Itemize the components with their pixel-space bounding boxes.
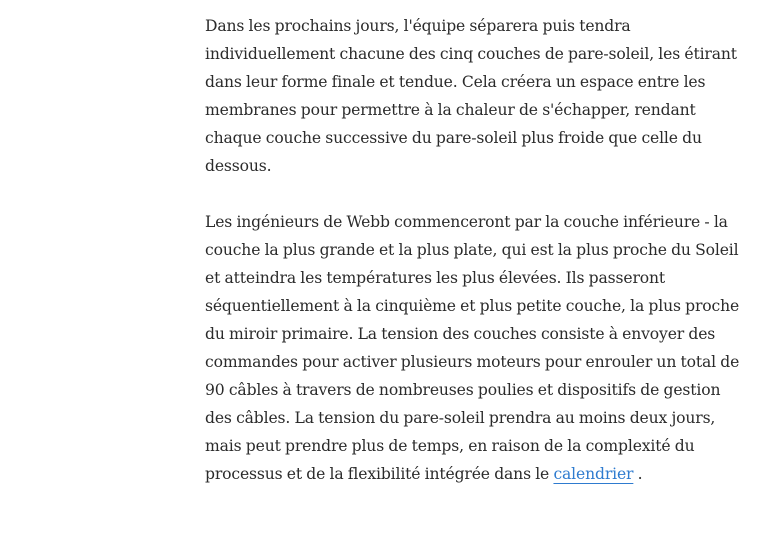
paragraph-tensioning-process <box>205 208 745 488</box>
calendrier-link[interactable]: calendrier <box>553 465 634 483</box>
trailing-period: . <box>633 465 643 483</box>
article-body <box>205 12 745 516</box>
paragraph-sunshield-separation: Dans les prochains jours, l'équipe séparera puis tendra individuellement chacune des cinq couches de pare-soleil, les étirant dans leur forme finale et tendue. Cela créera un espace entre les membranes pour permettre à la chaleur de s'échapper, rendant chaque couche successive du pare-soleil plus froide que celle du dessous. <box>205 17 737 175</box>
paragraph-text: Les ingénieurs de Webb commenceront par la couche inférieure - la couche la plus grande et la plus plate, qui est la plus proche du Soleil et atteindra les températures les plus élevées. Ils passeront séquentiellement à la cinquième et plus petite couche, la plus proche du miroir primaire. La tension des couches consiste à envoyer des commandes pour activer plusieurs moteurs pour enrouler un total de 90 câbles à travers de nombreuses poulies et dispositifs de gestion des câbles. La tension du pare-soleil prendra au moins deux jours, mais peut prendre plus de temps, en raison de la complexité du processus et de la flexibilité intégrée dans le <box>205 213 740 483</box>
